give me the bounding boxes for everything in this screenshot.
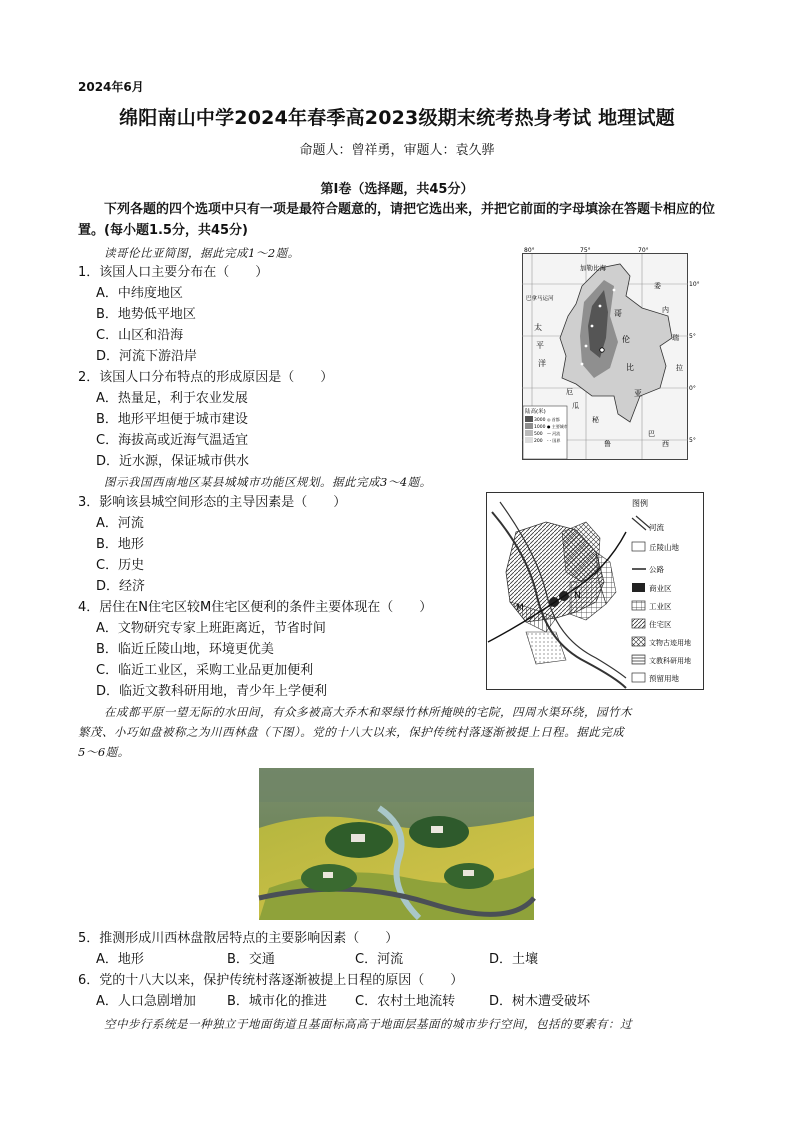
legend-elev-200: 200 xyxy=(534,439,543,444)
colombia-map xyxy=(522,246,700,460)
lat-label-5n: 5° xyxy=(689,333,696,340)
county-legend-title: 图例 xyxy=(632,499,648,508)
legend-commercial: 商业区 xyxy=(649,584,672,593)
q3-option-d[interactable]: D．经济 xyxy=(96,579,146,594)
question-1-stem: 1．该国人口主要分布在（ ） xyxy=(78,265,269,280)
legend-education: 文教科研用地 xyxy=(649,657,691,665)
question-5-stem: 5．推测形成川西林盘散居特点的主要影响因素（ ） xyxy=(78,931,399,946)
label-ecuador-2: 瓜 xyxy=(572,402,579,410)
label-caribbean: 加勒比海 xyxy=(580,264,606,272)
label-panama-canal: 巴拿马运河 xyxy=(526,296,554,302)
linpan-photo xyxy=(259,768,534,920)
q3-option-c[interactable]: C．历史 xyxy=(96,558,145,573)
legend-capital: ◎ 首都 xyxy=(547,417,560,422)
legend-elev-500: 500 xyxy=(534,432,543,437)
label-venezuela-3: 瑞 xyxy=(672,334,679,342)
linpan-photo-illustration xyxy=(259,768,534,920)
legend-city: ● 主要城市 xyxy=(547,424,568,429)
exam-date: 2024年6月 xyxy=(78,80,144,94)
label-brazil-1: 巴 xyxy=(648,430,655,438)
lon-label-80: 80° xyxy=(524,247,535,254)
legend-hills: 丘陵山地 xyxy=(649,543,679,552)
q1-option-c[interactable]: C．山区和沿海 xyxy=(96,328,184,343)
q4-option-d[interactable]: D．临近文教科研用地，青少年上学便利 xyxy=(96,684,328,699)
instructions: 下列各题的四个选项中只有一项是最符合题意的，请把它选出来，并把它前面的字母填涂在答题卡相应的位置。(每小题1.5分，共45分) xyxy=(78,202,716,238)
passage-1: 读哥伦比亚简图，据此完成1～2题。 xyxy=(104,246,300,260)
label-ecuador-1: 厄 xyxy=(566,388,573,396)
question-6-stem: 6．党的十八大以来，保护传统村落逐渐被提上日程的原因（ ） xyxy=(78,973,464,988)
question-2-stem: 2．该国人口分布特点的形成原因是（ ） xyxy=(78,370,334,385)
lat-label-5s: 5° xyxy=(689,437,696,444)
legend-elev-3000: 3000 xyxy=(534,418,546,423)
zone-label-n: N xyxy=(574,591,581,601)
label-pacific-3: 洋 xyxy=(538,359,546,368)
q6-option-d[interactable]: D．树木遭受破坏 xyxy=(489,994,591,1009)
zone-label-m: M xyxy=(516,603,524,613)
q5-option-c[interactable]: C．河流 xyxy=(355,952,404,967)
q2-option-b[interactable]: B．地形平坦便于城市建设 xyxy=(96,412,248,427)
label-pacific-2: 平 xyxy=(536,341,544,350)
label-pacific-1: 太 xyxy=(534,323,542,332)
q6-option-a[interactable]: A．人口急剧增加 xyxy=(96,994,196,1009)
label-colombia-3: 比 xyxy=(626,363,634,372)
q4-option-c[interactable]: C．临近工业区，采购工业品更加便利 xyxy=(96,663,314,678)
q2-option-c[interactable]: C．海拔高或近海气温适宜 xyxy=(96,433,249,448)
label-venezuela-4: 拉 xyxy=(676,364,683,372)
legend-border: - - 国界 xyxy=(547,438,561,443)
q5-option-a[interactable]: A．地形 xyxy=(96,952,144,967)
q4-option-a[interactable]: A．文物研究专家上班距离近，节省时间 xyxy=(96,621,326,636)
label-colombia-2: 伦 xyxy=(622,335,630,344)
label-venezuela-1: 委 xyxy=(654,282,661,290)
q1-option-a[interactable]: A．中纬度地区 xyxy=(96,286,183,301)
label-peru-1: 秘 xyxy=(592,416,599,424)
county-zone-map xyxy=(486,492,704,690)
lon-label-70: 70° xyxy=(638,247,649,254)
legend-residential: 住宅区 xyxy=(649,620,672,629)
q6-option-c[interactable]: C．农村土地流转 xyxy=(355,994,456,1009)
q4-option-b[interactable]: B．临近丘陵山地，环境更优美 xyxy=(96,642,274,657)
passage-3-line-2: 繁茂、小巧如盘被称之为川西林盘（下图）。党的十八大以来，保护传统村落逐渐被提上日程。据此完成 xyxy=(78,725,625,739)
label-colombia-1: 哥 xyxy=(614,309,622,318)
q1-option-d[interactable]: D．河流下游沿岸 xyxy=(96,349,198,364)
exam-title: 绵阳南山中学2024年春季高2023级期末统考热身考试 地理试题 xyxy=(119,107,675,129)
q5-option-d[interactable]: D．土壤 xyxy=(489,952,539,967)
legend-elev-1000: 1000 xyxy=(534,425,546,430)
legend-road: 公路 xyxy=(649,565,664,574)
question-4-stem: 4．居住在N住宅区较M住宅区便利的条件主要体现在（ ） xyxy=(78,600,433,615)
legend-river: — 河流 xyxy=(547,431,561,436)
label-peru-2: 鲁 xyxy=(604,440,611,448)
passage-3-line-3: 5～6题。 xyxy=(78,745,130,759)
q3-option-a[interactable]: A．河流 xyxy=(96,516,144,531)
q5-option-b[interactable]: B．交通 xyxy=(227,952,275,967)
label-venezuela-2: 内 xyxy=(662,306,669,314)
q1-option-b[interactable]: B．地势低平地区 xyxy=(96,307,196,322)
question-3-stem: 3．影响该县城空间形态的主导因素是（ ） xyxy=(78,495,347,510)
passage-3-line-1: 在成都平原一望无际的水田间，有众多被高大乔木和翠绿竹林所掩映的宅院，四周水渠环绕，园竹木 xyxy=(104,705,632,719)
legend-heritage: 文物古迹用地 xyxy=(649,639,691,647)
section-heading: 第Ⅰ卷（选择题，共45分） xyxy=(320,182,474,197)
q3-option-b[interactable]: B．地形 xyxy=(96,537,144,552)
legend-river: 河流 xyxy=(649,523,664,532)
lat-label-0: 0° xyxy=(689,385,696,392)
q6-option-b[interactable]: B．城市化的推进 xyxy=(227,994,327,1009)
q2-option-a[interactable]: A．热量足，利于农业发展 xyxy=(96,391,248,406)
q2-option-d[interactable]: D．近水源，保证城市供水 xyxy=(96,454,250,469)
authors-line: 命题人：曾祥勇，审题人：袁久骅 xyxy=(299,143,495,158)
lon-label-75: 75° xyxy=(580,247,591,254)
lat-label-10: 10° xyxy=(689,281,700,288)
passage-2: 图示我国西南地区某县城城市功能区规划。据此完成3～4题。 xyxy=(104,475,432,489)
label-colombia-4: 亚 xyxy=(634,389,642,398)
legend-industrial: 工业区 xyxy=(649,602,672,611)
passage-4: 空中步行系统是一种独立于地面街道且基面标高高于地面层基面的城市步行空间，包括的要素有：过 xyxy=(104,1017,632,1031)
legend-title-elevation: 陆高(米) xyxy=(525,409,546,415)
label-brazil-2: 西 xyxy=(662,440,669,448)
legend-reserved: 预留用地 xyxy=(649,674,679,683)
